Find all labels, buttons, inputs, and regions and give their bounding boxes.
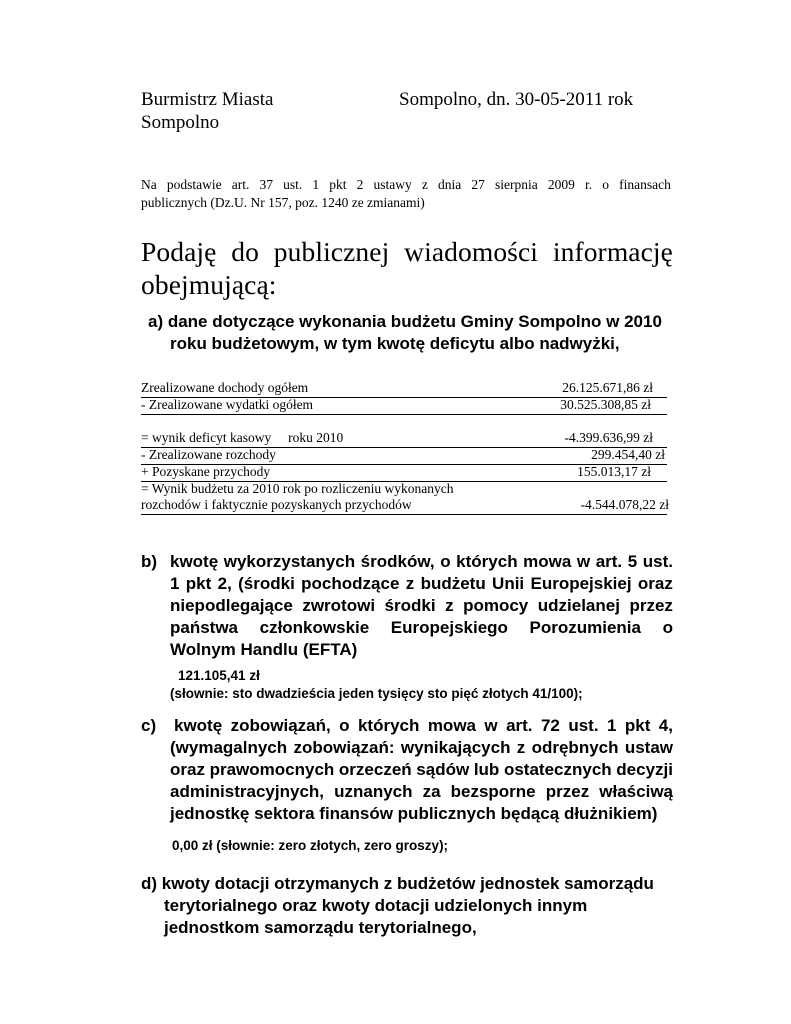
word: pkt — [329, 177, 347, 192]
section-b-amount-words: (słownie: sto dwadzieścia jeden tysięcy sto pięć złotych 41/100); — [170, 686, 583, 701]
word: właściwą — [599, 782, 673, 801]
table-row — [141, 497, 667, 515]
row-value: -4.544.078,22 zł — [580, 497, 669, 512]
word: Unii — [492, 574, 525, 593]
row-label: - Zrealizowane rozchody — [141, 447, 276, 462]
table-row — [141, 397, 667, 415]
word: odrębnych — [531, 738, 619, 757]
section-b-amount: 121.105,41 zł — [178, 668, 260, 683]
word: administracyjnych, — [170, 782, 325, 801]
word: orzeczeń — [338, 760, 412, 779]
word: członkowskie — [259, 618, 370, 637]
word: finansach — [619, 177, 671, 192]
word: podstawie — [166, 177, 222, 192]
row-value: 155.013,17 zł — [577, 464, 651, 479]
section-c-marker: c) — [141, 716, 157, 735]
word: niepodlegające — [170, 596, 293, 615]
word: art. — [595, 552, 623, 571]
table-row — [141, 430, 667, 448]
row-value: 26.125.671,86 zł — [562, 380, 653, 395]
word: (wymagalnych — [170, 738, 288, 757]
announcement-line-2: obejmującą: — [141, 269, 277, 300]
word: z — [421, 177, 428, 192]
word: o — [602, 177, 610, 192]
word: 2009 — [547, 177, 575, 192]
word: wynikających — [400, 738, 511, 757]
section-b-line-4 — [170, 618, 673, 638]
word: środków, — [360, 552, 435, 571]
word: za — [422, 782, 441, 801]
word: informację — [552, 236, 673, 267]
word: (środki — [238, 574, 295, 593]
word: Europejskiej — [530, 574, 632, 593]
row-label: = wynik deficyt kasowy roku 2010 — [141, 430, 344, 445]
row-label: = Wynik budżetu za 2010 rok po rozliczeniu wykonanych — [141, 481, 454, 496]
word: r. — [585, 177, 593, 192]
section-a-line-2: roku budżetowym, w tym kwotę deficytu albo nadwyżki, — [170, 334, 620, 353]
section-b-line-3 — [170, 596, 673, 616]
place-date: Sompolno, dn. 30-05-2011 rok — [399, 89, 634, 110]
word: środki — [384, 596, 436, 615]
word: w — [576, 552, 591, 571]
word: zobowiązań, — [230, 716, 331, 735]
word: których — [456, 552, 518, 571]
word: pochodzące — [301, 574, 400, 593]
word: Porozumienia — [529, 618, 641, 637]
section-c-amount: 0,00 zł (słownie: zero złotych, zero groszy); — [172, 838, 449, 853]
row-label: + Pozyskane przychody — [141, 464, 271, 479]
section-c-line-3 — [170, 760, 673, 780]
row-value: 30.525.308,85 zł — [560, 397, 651, 412]
section-b-line-2 — [170, 574, 673, 594]
section-c-line-4 — [170, 782, 673, 802]
word: udzielanej — [537, 596, 620, 615]
section-d-line-1: d) kwoty dotacji otrzymanych z budżetów jednostek samorządu — [141, 874, 654, 893]
word: zobowiązań: — [293, 738, 395, 757]
word: ust. — [642, 552, 673, 571]
table-row — [141, 464, 667, 482]
word: 37 — [259, 177, 273, 192]
word: uznanych — [334, 782, 413, 801]
word: ustawy — [373, 177, 412, 192]
word: budżetu — [420, 574, 486, 593]
word: Na — [141, 177, 157, 192]
word: 1 — [312, 177, 320, 192]
table-row — [141, 447, 667, 465]
word: sierpnia — [495, 177, 538, 192]
row-label: - Zrealizowane wydatki ogółem — [141, 397, 314, 412]
word: bezsporne — [450, 782, 536, 801]
word: Europejskiego — [390, 618, 508, 637]
word: 72 — [540, 716, 560, 735]
word: mowa — [427, 716, 476, 735]
issuer-line-1: Burmistrz Miasta — [141, 89, 274, 110]
word: lub — [473, 760, 500, 779]
word: 2, — [217, 574, 232, 593]
table-row — [141, 481, 667, 498]
table-row — [141, 380, 667, 398]
section-d-line-2: terytorialnego oraz kwoty dotacji udzielonych innym — [164, 896, 588, 915]
word: wiadomości — [404, 236, 539, 267]
word: 2 — [356, 177, 364, 192]
word: ust. — [568, 716, 599, 735]
word: publicznej — [273, 236, 390, 267]
word: ust. — [283, 177, 303, 192]
issuer-line-2: Sompolno — [141, 112, 220, 133]
word: kwotę — [174, 716, 223, 735]
word: państwa — [170, 618, 239, 637]
row-label: rozchodów i faktycznie pozyskanych przychodów — [141, 497, 412, 512]
word: sądów — [416, 760, 470, 779]
word: ustaw — [624, 738, 673, 757]
section-d-line-3: jednostkom samorządu terytorialnego, — [164, 918, 477, 937]
word: pkt — [185, 574, 212, 593]
word: z — [516, 738, 526, 757]
section-a-line-1: a) dane dotyczące wykonania budżetu Gminy Sompolno w 2010 — [148, 312, 662, 331]
word: mowa — [523, 552, 572, 571]
word: o — [440, 552, 451, 571]
word: art. — [231, 177, 250, 192]
row-value: 299.454,40 zł — [591, 447, 665, 462]
word: przez — [629, 596, 673, 615]
word: o — [662, 618, 673, 637]
word: kwotę — [170, 552, 219, 571]
word: z — [445, 596, 454, 615]
word: art. — [506, 716, 533, 735]
word: oraz — [637, 574, 673, 593]
word: 4, — [658, 716, 673, 735]
word: w — [484, 716, 498, 735]
word: 1 — [606, 716, 617, 735]
section-c-line-5: jednostkę sektora finansów publicznych będącą dłużnikiem) — [170, 804, 658, 823]
section-c-line-2 — [170, 738, 673, 758]
word: 5 — [627, 552, 638, 571]
word: dnia — [438, 177, 462, 192]
word: do — [231, 236, 259, 267]
section-b-line-5: Wolnym Handlu (EFTA) — [170, 640, 358, 659]
section-b-marker: b) — [141, 552, 158, 571]
row-label: Zrealizowane dochody ogółem — [141, 380, 309, 395]
word: których — [357, 716, 420, 735]
legal-basis-line-2: publicznych (Dz.U. Nr 157, poz. 1240 ze zmianami) — [141, 195, 425, 210]
row-value: -4.399.636,99 zł — [564, 430, 653, 445]
word: Podaję — [141, 236, 217, 267]
word: decyzji — [616, 760, 673, 779]
word: pkt — [624, 716, 651, 735]
word: 27 — [471, 177, 485, 192]
word: z — [405, 574, 415, 593]
word: oraz — [170, 760, 205, 779]
word: 1 — [170, 574, 180, 593]
announcement-line-1 — [141, 236, 673, 268]
word: wykorzystanych — [223, 552, 356, 571]
word: zwrotowi — [302, 596, 376, 615]
section-c-line-1 — [174, 716, 673, 736]
word: ostatecznych — [503, 760, 612, 779]
legal-basis-line-1 — [141, 176, 671, 194]
word: prawomocnych — [209, 760, 335, 779]
word: o — [339, 716, 350, 735]
word: przez — [545, 782, 590, 801]
word: pomocy — [463, 596, 529, 615]
section-b-line-1 — [170, 552, 673, 572]
